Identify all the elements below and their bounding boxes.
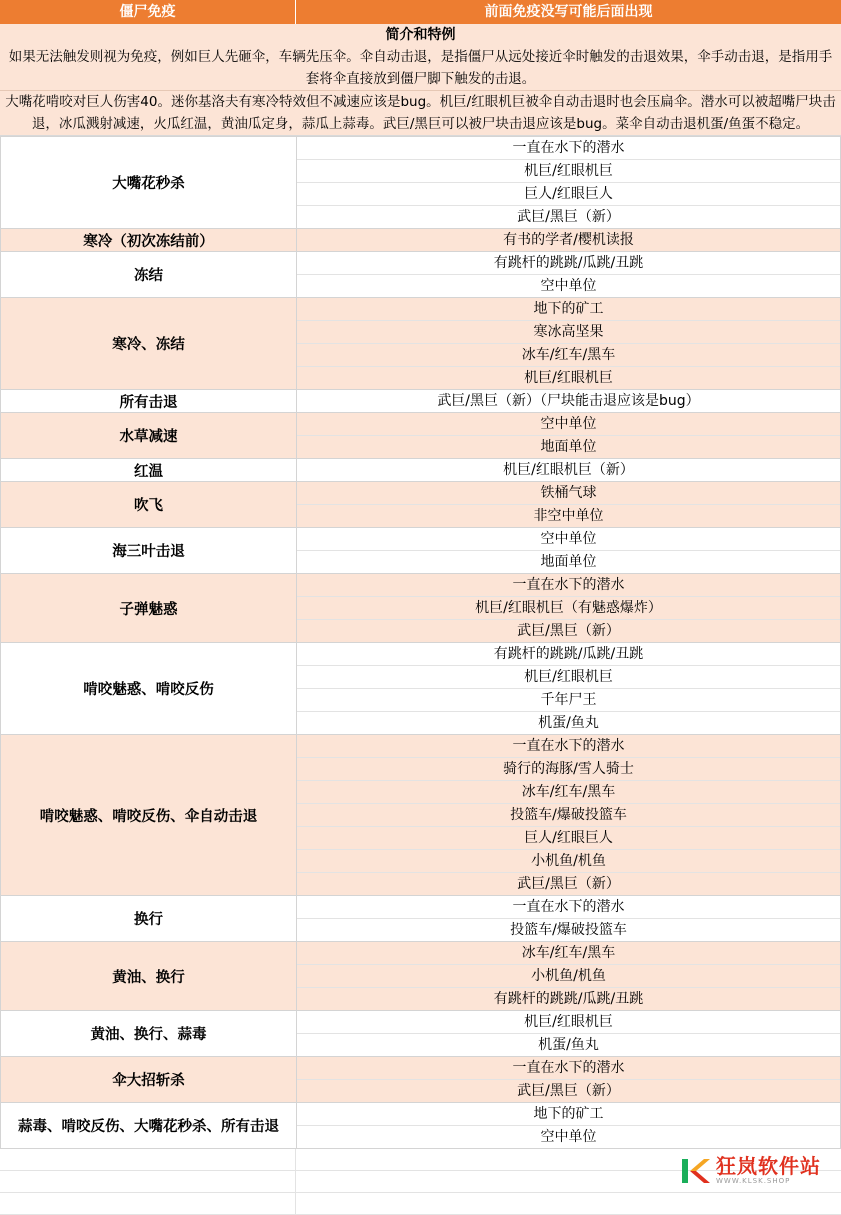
zombie-list-cell	[297, 942, 841, 1011]
watermark	[680, 1155, 821, 1186]
table-row	[1, 528, 841, 574]
empty-row[interactable]	[0, 1193, 841, 1215]
zombie-entry[interactable]: 机巨/红眼机巨	[297, 666, 840, 689]
immunity-effect-cell[interactable]: 所有击退	[1, 390, 297, 413]
watermark-url: WWW.KLSK.SHOP	[716, 1177, 791, 1185]
empty-cell[interactable]	[0, 1149, 296, 1170]
table-row	[1, 574, 841, 643]
table-row	[1, 942, 841, 1011]
zombie-entry[interactable]: 投篮车/爆破投篮车	[297, 804, 840, 827]
zombie-entry[interactable]: 空中单位	[297, 413, 840, 436]
zombie-entry[interactable]: 有跳杆的跳跳/瓜跳/丑跳	[493, 991, 644, 1007]
zombie-list-cell	[297, 574, 841, 643]
table-row	[1, 413, 841, 459]
zombie-list-cell	[297, 1103, 841, 1149]
immunity-effect-cell[interactable]: 寒冷（初次冻结前）	[1, 229, 297, 252]
watermark-title: 狂岚软件站	[716, 1154, 821, 1178]
zombie-entry[interactable]: 空中单位	[297, 528, 840, 551]
zombie-entry[interactable]: 一直在水下的潜水	[297, 574, 840, 597]
zombie-list-cell	[297, 390, 841, 413]
intro-paragraph[interactable]: 如果无法触发则视为免疫，例如巨人先砸伞，车辆先压伞。伞自动击退，是指僵尸从远处接近伞时触发的击退效果，伞手动击退，是指用手套将伞直接放到僵尸脚下触发的击退。	[0, 46, 841, 91]
immunity-effect-cell[interactable]: 啃咬魅惑、啃咬反伤	[1, 643, 297, 735]
immunity-table	[0, 136, 841, 1149]
immunity-effect-cell[interactable]: 啃咬魅惑、啃咬反伤、伞自动击退	[1, 735, 297, 896]
zombie-entry[interactable]: 寒冰高坚果	[297, 321, 840, 344]
immunity-effect-cell[interactable]: 子弹魅惑	[1, 574, 297, 643]
zombie-entry[interactable]: 地下的矿工	[297, 298, 840, 321]
zombie-entry[interactable]: 铁桶气球	[297, 482, 840, 505]
table-row	[1, 1011, 841, 1057]
zombie-entry[interactable]: 武巨/黑巨（新）	[517, 1083, 620, 1099]
immunity-effect-cell[interactable]: 水草减速	[1, 413, 297, 459]
table-row	[1, 482, 841, 528]
table-row	[1, 252, 841, 298]
table-row	[1, 459, 841, 482]
zombie-entry[interactable]: 地面单位	[540, 439, 597, 455]
zombie-entry[interactable]: 小机鱼/机鱼	[297, 850, 840, 873]
zombie-entry[interactable]: 有跳杆的跳跳/瓜跳/丑跳	[297, 252, 840, 275]
table-row	[1, 735, 841, 896]
zombie-list-cell	[297, 1057, 841, 1103]
zombie-list-cell	[297, 413, 841, 459]
empty-cell[interactable]	[0, 1193, 296, 1214]
zombie-entry[interactable]: 机巨/红眼机巨	[297, 160, 840, 183]
zombie-entry[interactable]: 机蛋/鱼丸	[538, 715, 599, 731]
zombie-entry[interactable]: 非空中单位	[533, 508, 604, 524]
zombie-entry[interactable]: 机巨/红眼机巨	[297, 1011, 840, 1034]
zombie-entry[interactable]: 机巨/红眼机巨（有魅惑爆炸）	[297, 597, 840, 620]
intro-title[interactable]: 简介和特例	[385, 27, 456, 43]
intro-paragraph[interactable]: 大嘴花啃咬对巨人伤害40。迷你基洛夫有寒冷特效但不减速应该是bug。机巨/红眼机巨被伞自动击退时也会压扁伞。潜水可以被超嘴尸块击退，冰瓜溅射减速，火瓜红温，黄油瓜定身，蒜瓜上蒜毒。武巨/黑巨可以被尸块击退应该是bug。菜伞自动击退机蛋/鱼蛋不稳定。	[5, 94, 836, 132]
table-row	[1, 896, 841, 942]
immunity-effect-cell[interactable]: 伞大招斩杀	[1, 1057, 297, 1103]
site-logo-icon	[680, 1156, 710, 1186]
zombie-entry[interactable]: 空中单位	[540, 1129, 597, 1145]
zombie-entry[interactable]: 冰车/红车/黑车	[297, 781, 840, 804]
table-row	[1, 1103, 841, 1149]
header-row	[0, 0, 841, 24]
zombie-entry[interactable]: 地面单位	[540, 554, 597, 570]
zombie-entry[interactable]: 一直在水下的潜水	[297, 137, 840, 160]
header-note[interactable]: 前面免疫没写可能后面出现	[484, 4, 653, 20]
immunity-effect-cell[interactable]: 换行	[1, 896, 297, 942]
zombie-list-cell	[297, 459, 841, 482]
immunity-effect-cell[interactable]: 黄油、换行、蒜毒	[1, 1011, 297, 1057]
zombie-entry[interactable]: 地下的矿工	[297, 1103, 840, 1126]
zombie-list-cell	[297, 298, 841, 390]
zombie-entry[interactable]: 武巨/黑巨（新）	[517, 623, 620, 639]
immunity-effect-cell[interactable]: 大嘴花秒杀	[1, 137, 297, 229]
immunity-effect-cell[interactable]: 海三叶击退	[1, 528, 297, 574]
zombie-entry[interactable]: 机巨/红眼机巨	[524, 370, 613, 386]
zombie-entry[interactable]: 一直在水下的潜水	[297, 1057, 840, 1080]
zombie-list-cell	[297, 482, 841, 528]
immunity-effect-cell[interactable]: 冻结	[1, 252, 297, 298]
zombie-entry[interactable]: 机巨/红眼机巨（新）	[503, 462, 634, 478]
zombie-list-cell	[297, 252, 841, 298]
header-zombie-immunity[interactable]: 僵尸免疫	[0, 0, 296, 24]
zombie-entry[interactable]: 巨人/红眼巨人	[297, 827, 840, 850]
table-row	[1, 1057, 841, 1103]
zombie-entry[interactable]: 冰车/红车/黑车	[297, 344, 840, 367]
zombie-entry[interactable]: 武巨/黑巨（新）	[517, 209, 620, 225]
table-row	[1, 229, 841, 252]
zombie-list-cell	[297, 896, 841, 942]
immunity-effect-cell[interactable]: 黄油、换行	[1, 942, 297, 1011]
zombie-list-cell	[297, 643, 841, 735]
zombie-list-cell	[297, 735, 841, 896]
zombie-list-cell	[297, 137, 841, 229]
immunity-effect-cell[interactable]: 红温	[1, 459, 297, 482]
zombie-entry[interactable]: 千年尸王	[297, 689, 840, 712]
zombie-entry[interactable]: 一直在水下的潜水	[297, 735, 840, 758]
zombie-list-cell	[297, 229, 841, 252]
intro-section	[0, 24, 841, 136]
zombie-entry[interactable]: 武巨/黑巨（新）（尸块能击退应该是bug）	[437, 393, 700, 409]
zombie-entry[interactable]: 冰车/红车/黑车	[297, 942, 840, 965]
zombie-entry[interactable]: 骑行的海豚/雪人骑士	[297, 758, 840, 781]
immunity-effect-cell[interactable]: 吹飞	[1, 482, 297, 528]
zombie-entry[interactable]: 有书的学者/樱机读报	[503, 232, 634, 248]
table-row	[1, 643, 841, 735]
zombie-entry[interactable]: 机蛋/鱼丸	[538, 1037, 599, 1053]
table-row	[1, 390, 841, 413]
immunity-effect-cell[interactable]: 蒜毒、啃咬反伤、大嘴花秒杀、所有击退	[1, 1103, 297, 1149]
immunity-effect-cell[interactable]: 寒冷、冻结	[1, 298, 297, 390]
table-row	[1, 137, 841, 229]
zombie-entry[interactable]: 一直在水下的潜水	[297, 896, 840, 919]
zombie-entry[interactable]: 巨人/红眼巨人	[297, 183, 840, 206]
table-row	[1, 298, 841, 390]
zombie-entry[interactable]: 小机鱼/机鱼	[297, 965, 840, 988]
zombie-entry[interactable]: 有跳杆的跳跳/瓜跳/丑跳	[297, 643, 840, 666]
zombie-list-cell	[297, 1011, 841, 1057]
empty-cell[interactable]	[0, 1171, 296, 1192]
zombie-entry[interactable]: 空中单位	[540, 278, 597, 294]
zombie-entry[interactable]: 武巨/黑巨（新）	[517, 876, 620, 892]
zombie-entry[interactable]: 投篮车/爆破投篮车	[510, 922, 627, 938]
zombie-list-cell	[297, 528, 841, 574]
